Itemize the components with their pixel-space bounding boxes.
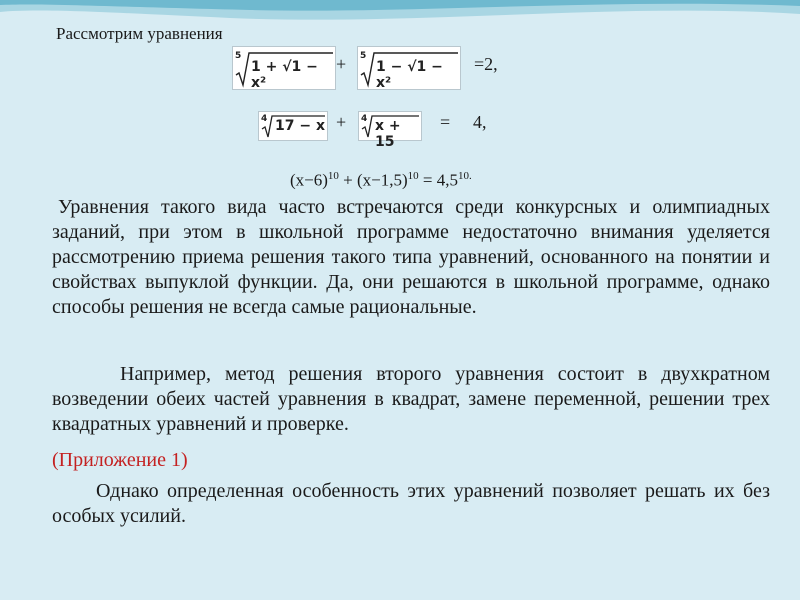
eq3-exponent-a: 10 [327, 170, 339, 182]
eq2-rhs: 4, [473, 112, 487, 132]
eq1-plus: + [336, 54, 347, 74]
eq2-radical-2 [358, 111, 422, 150]
paragraph-1: Уравнения такого вида часто встречаются среди конкурсных и олимпиадных заданий, при этом в школьной программе недостаточно внимания уделяется рассмотрению приема решения такого типа уравнений, основанного на понятии и свойствах выпуклой функции. Да, они решаются в школьной программе, однако способы решения не всегда самые рациональные. [52, 196, 770, 318]
eq2-equals: = [440, 112, 451, 132]
radical-index: 4 [261, 114, 268, 124]
eq3-exponent-c: 10. [458, 170, 472, 182]
radicand: 1 + √1 − x² [251, 59, 318, 91]
eq3-exponent-b: 10 [407, 170, 419, 182]
radicand: 17 − x [275, 118, 325, 134]
paragraph-2: Например, метод решения второго уравнения состоит в двухкратном возведении обеих частей уравнения в квадрат, замене переменной, решении трех квадратных уравнений и проверке. [52, 363, 770, 435]
eq1-radical-1 [232, 46, 336, 90]
radicand: x + 15 [375, 118, 401, 150]
eq3-part-c: = 4,5 [418, 170, 459, 190]
radical-index: 5 [235, 51, 242, 61]
radical-index: 5 [360, 51, 367, 61]
eq3 [290, 164, 472, 193]
eq3-part-a: (x−6) [290, 170, 328, 190]
radicand: 1 − √1 − x² [376, 59, 443, 91]
eq1-radical-2 [357, 46, 461, 90]
eq2-radical-1 [258, 111, 328, 141]
eq3-part-b: + (x−1,5) [338, 170, 408, 190]
radical-index: 4 [361, 114, 368, 124]
paragraph-3: Однако определенная особенность этих уравнений позволяет решать их без особых усилий. [52, 480, 770, 527]
eq2-plus: + [336, 112, 347, 132]
appendix-link[interactable]: (Приложение 1) [52, 449, 188, 471]
eq1-rhs: =2, [474, 54, 498, 74]
heading: Рассмотрим уравнения [56, 24, 223, 43]
